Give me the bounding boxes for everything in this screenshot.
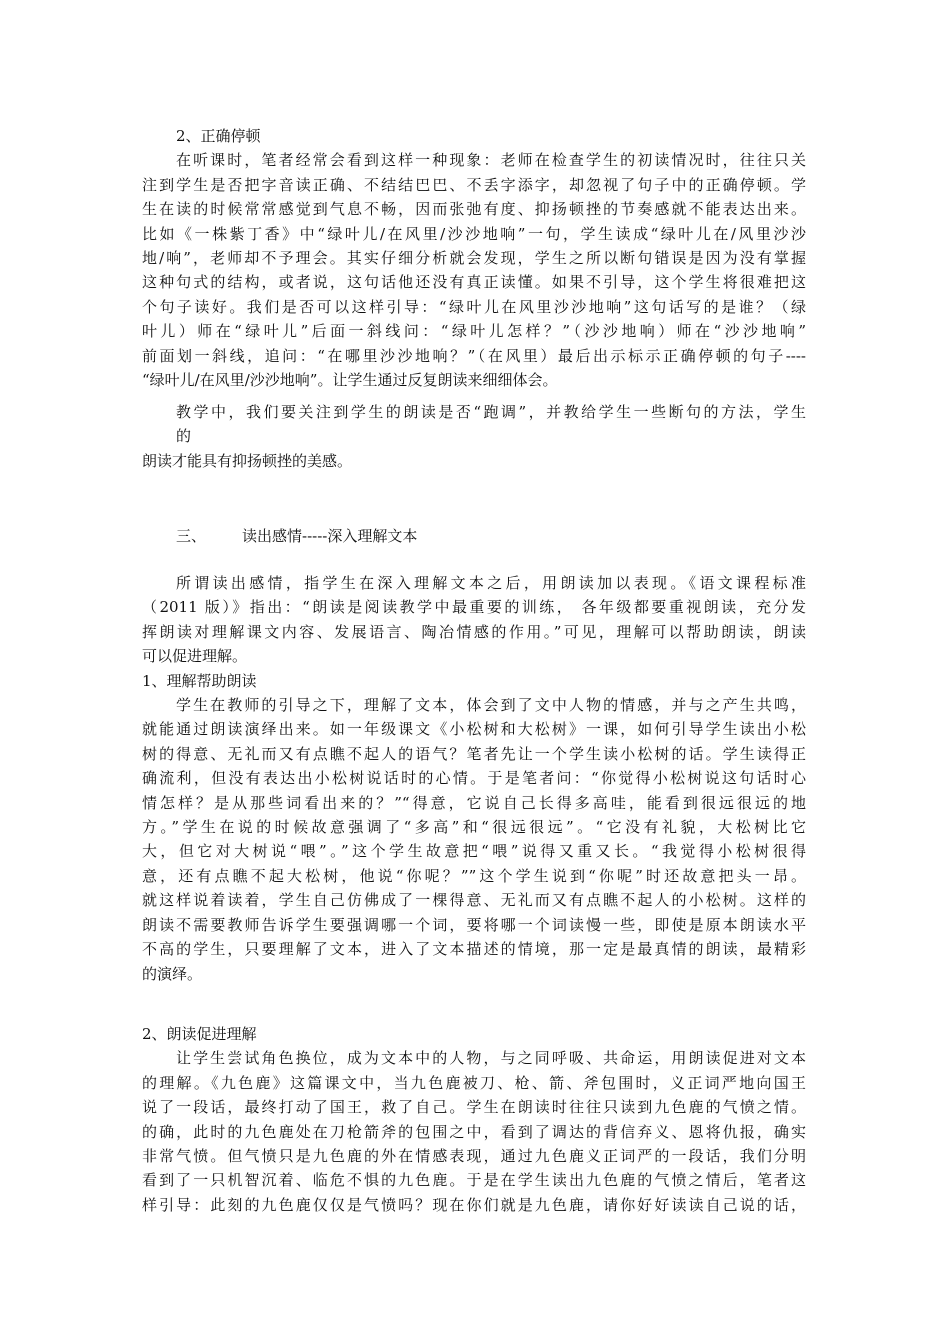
section-3-heading bbox=[142, 524, 806, 548]
text-line: 个句子读好。我们是否可以这样引导：“绿叶儿在风里沙沙地响”这句话写的是谁？（绿 bbox=[142, 297, 806, 316]
subsection-1-heading: 1、理解帮助朗读 bbox=[142, 671, 257, 690]
text-line: 的理解。《九色鹿》这篇课文中，当九色鹿被刀、枪、箭、斧包围时，义正词严地向国王 bbox=[142, 1073, 806, 1092]
text-line: 可以促进理解。 bbox=[142, 647, 248, 666]
text-line: 的 bbox=[176, 427, 192, 446]
section-3-heading-line bbox=[142, 524, 806, 548]
text-line: 比如《一株紫丁香》中“绿叶儿/在风里/沙沙地响”一句，学生读成“绿叶儿在/风里沙沙 bbox=[142, 224, 806, 243]
text-line: 生在读的时候常常感觉到气息不畅，因而张弛有度、抑扬顿挫的节奏感就不能表达出来。 bbox=[142, 200, 806, 219]
section-3-number: 三、 bbox=[176, 527, 207, 545]
text-line: 看到了一只机智沉着、临危不惧的九色鹿。于是在学生读出九色鹿的气愤之情后，笔者这 bbox=[142, 1171, 806, 1190]
text-line: 情怎样？是从那些词看出来的？”“得意，它说自己长得多高哇，能看到很远很远的地 bbox=[142, 793, 806, 812]
text-line: （2011 版）》指出：“朗读是阅读教学中最重要的训练， 各年级都要重视朗读，充分发 bbox=[142, 598, 806, 617]
text-line: 说了一段话，最终打动了国王，救了自己。学生在朗读时往往只读到九色鹿的气愤之情。 bbox=[142, 1098, 806, 1117]
text-line: 样引导：此刻的九色鹿仅仅是气愤吗？现在你们就是九色鹿，请你好好读读自己说的话， bbox=[142, 1195, 806, 1214]
text-line: 的确，此时的九色鹿处在刀枪箭斧的包围之中，看到了调达的背信弃义、恩将仇报，确实 bbox=[142, 1122, 806, 1141]
text-line: 叶儿）师在“绿叶儿”后面一斜线问：“绿叶儿怎样？”（沙沙地响）师在“沙沙地响” bbox=[142, 322, 806, 341]
text-line: 学生在教师的引导之下，理解了文本，体会到了文中人物的情感，并与之产生共鸣， bbox=[176, 696, 806, 715]
text-line: 树的得意、无礼而又有点瞧不起人的语气？笔者先让一个学生读小松树的话。学生读得正 bbox=[142, 744, 806, 763]
subsection-2-heading: 2、朗读促进理解 bbox=[142, 1025, 257, 1043]
subsection-2-block bbox=[142, 1022, 806, 1217]
text-line: “绿叶儿/在风里/沙沙地响”。让学生通过反复朗读来细细体会。 bbox=[142, 371, 558, 390]
section-3-body bbox=[142, 571, 806, 986]
text-line: 挥朗读对理解课文内容、发展语言、陶冶情感的作用。”可见，理解可以帮助朗读，朗读 bbox=[142, 622, 806, 641]
text-line: 非常气愤。但气愤只是九色鹿的外在情感表现，通过九色鹿义正词严的一段话，我们分明 bbox=[142, 1147, 806, 1166]
text-line: 不高的学生，只要理解了文本，进入了文本描述的情境，那一定是最真情的朗读，最精彩 bbox=[142, 940, 806, 959]
text-line: 就能通过朗读演绎出来。如一年级课文《小松树和大松树》一课，如何引导学生读出小松 bbox=[142, 720, 806, 739]
text-line: 确流利，但没有表达出小松树说话时的心情。于是笔者问：“你觉得小松树说这句话时心 bbox=[142, 769, 806, 788]
text-line: 朗读不需要教师告诉学生要强调哪一个词，要将哪一个词读慢一些，即使是原本朗读水平 bbox=[142, 915, 806, 934]
text-line: 让学生尝试角色换位，成为文本中的人物，与之同呼吸、共命运，用朗读促进对文本 bbox=[176, 1049, 806, 1068]
text-line: 朗读才能具有抑扬顿挫的美感。 bbox=[142, 451, 353, 470]
text-line: 意，还有点瞧不起大松树，他说“你呢？””这个学生说到“你呢”时还故意把头一昂。 bbox=[142, 866, 806, 885]
section-2-closing-paragraph bbox=[142, 400, 806, 473]
section-2-heading: 2、正确停顿 bbox=[176, 127, 261, 145]
text-line: 地/响”，老师却不予理会。其实仔细分析就会发现，学生之所以断句错误是因为没有掌握 bbox=[142, 249, 806, 268]
text-line: 注到学生是否把字音读正确、不结结巴巴、不丢字添字，却忽视了句子中的正确停顿。学 bbox=[142, 175, 806, 194]
text-line: 这种句式的结构，或者说，这句话他还没有真正读懂。如果不引导，这个学生将很难把这 bbox=[142, 273, 806, 292]
text-line: 就这样说着读着，学生自己仿佛成了一棵得意、无礼而又有点瞧不起人的小松树。这样的 bbox=[142, 891, 806, 910]
text-line: 方。”学生在说的时候故意强调了“多高”和“很远很远”。“它没有礼貌，大松树比它 bbox=[142, 818, 806, 837]
section-2-block bbox=[142, 124, 806, 392]
text-line: 的演绎。 bbox=[142, 964, 203, 983]
text-line: 在听课时，笔者经常会看到这样一种现象：老师在检查学生的初读情况时，往往只关 bbox=[176, 151, 806, 170]
text-line: 教学中，我们要关注到学生的朗读是否“跑调”，并教给学生一些断句的方法，学生 bbox=[176, 403, 806, 421]
text-line: 前面划一斜线，追问：“在哪里沙沙地响？”（在风里）最后出示标示正确停顿的句子---- bbox=[142, 346, 806, 365]
section-3-title: 读出感情-----深入理解文本 bbox=[242, 527, 418, 545]
text-line: 大，但它对大树说“喂”。”这个学生故意把“喂”说得又重又长。“我觉得小松树很得 bbox=[142, 842, 806, 861]
text-line: 所谓读出感情，指学生在深入理解文本之后，用朗读加以表现。《语文课程标准 bbox=[176, 574, 806, 592]
